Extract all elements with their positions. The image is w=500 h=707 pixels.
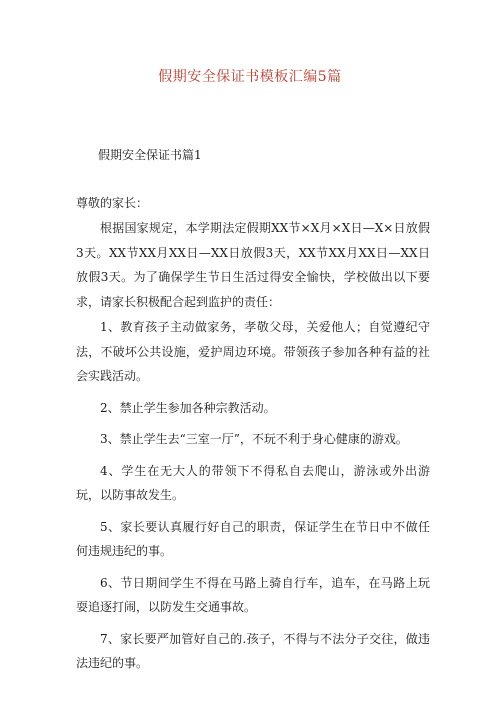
document-title: 假期安全保证书模板汇编5篇	[158, 69, 342, 85]
section-heading: 假期安全保证书篇1	[98, 148, 202, 162]
paragraph-item-1: 1、教育孩子主动做家务，孝敬父母，关爱他人；自觉遵纪守法，不破坏公共设施，爱护周边环境。带领孩子参加各种有益的社会实践活动。	[76, 320, 430, 383]
paragraph-intro: 根据国家规定，本学期法定假期XX节×X月×X日—X×日放假3天。XX节XX月XX日—XX日放假3天，XX节XX月XX日—XX日放假3天。为了确保学生节日生活过得安全愉快，学校做出以下要求，请家长积极配合起到监护的责任：	[76, 221, 430, 309]
paragraph-item-6: 6、节日期间学生不得在马路上骑自行车，追车，在马路上玩耍追逐打闹，以防发生交通事故。	[76, 575, 430, 614]
paragraph-item-7: 7、家长要严加管好自己的.孩子，不得与不法分子交往，做违法违纪的事。	[76, 631, 430, 670]
document-body	[76, 216, 430, 683]
salutation: 尊敬的家长：	[76, 196, 149, 210]
paragraph-item-3: 3、禁止学生去“三室一厅”，不玩不利于身心健康的游戏。	[100, 432, 408, 446]
paragraph-item-5: 5、家长要认真履行好自己的职责，保证学生在节日中不做任何违规违纪的事。	[76, 519, 430, 558]
paragraph-item-4: 4、学生在无大人的带领下不得私自去爬山，游泳或外出游玩，以防事故发生。	[76, 463, 430, 502]
paragraph-item-2: 2、禁止学生参加各种宗教活动。	[100, 400, 276, 415]
